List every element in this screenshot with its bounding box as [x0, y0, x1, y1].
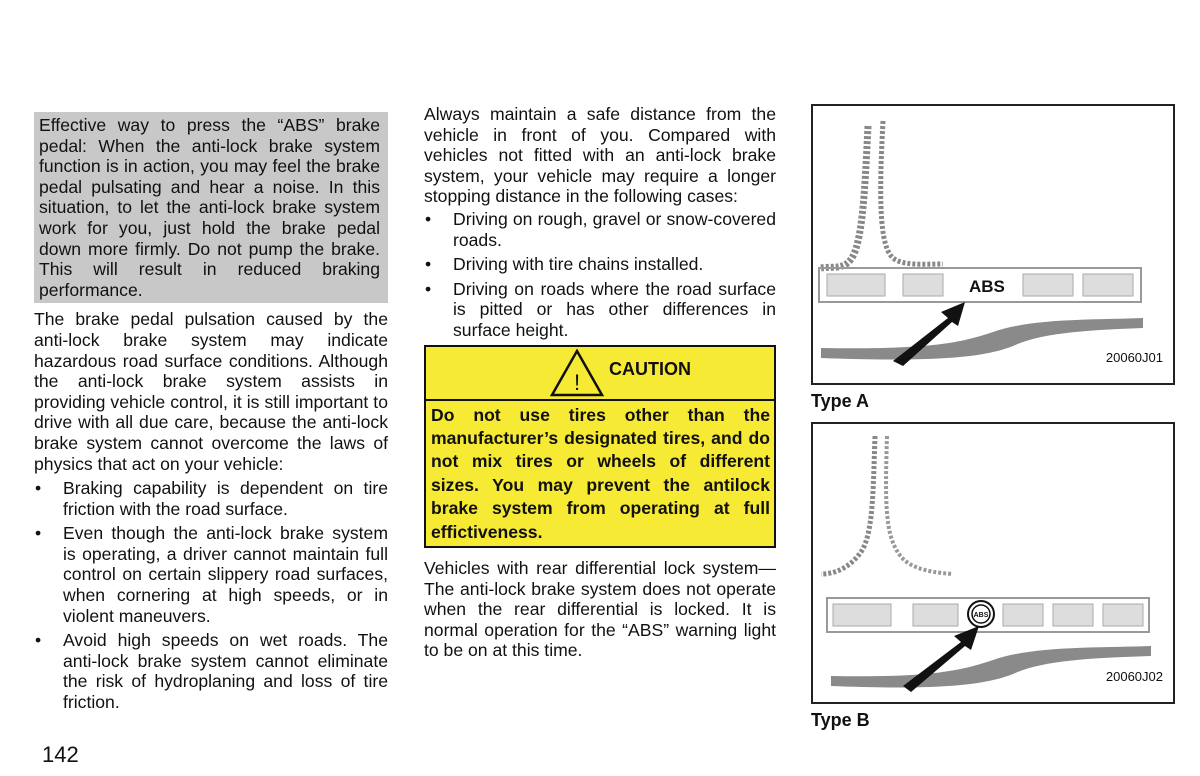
- right-column: [811, 104, 1163, 740]
- list-item-text: Driving on rough, gravel or snow-covered roads.: [453, 208, 776, 250]
- safe-distance-paragraph: Always maintain a safe distance from the vehicle in front of you. Compared with vehicles not fitted with an anti-lock brake system, your vehicle may require a longer stopping distance in the following cases:: [424, 104, 776, 207]
- caution-body: Do not use tires other than the manufacturer’s designated tires, and do not mix tires or wheels of different sizes. You may prevent the antilock brake system from operating at full effictiveness.: [431, 404, 770, 542]
- differential-lock-paragraph: Vehicles with rear differential lock system—The anti-lock brake system does not operate when the rear differential is locked. It is normal operation for the “ABS” warning light to be on at this time.: [424, 557, 776, 661]
- figure-type-b: [811, 422, 1175, 704]
- middle-bullet-list: [424, 209, 776, 341]
- figure-code: 20060J01: [1105, 350, 1163, 366]
- abs-pedal-note: [34, 112, 388, 303]
- bullet-icon: •: [425, 278, 432, 299]
- page-number: 142: [42, 742, 79, 767]
- figure-code: 20060J02: [1105, 669, 1163, 684]
- list-item: [34, 478, 388, 519]
- instrument-panel-illustration-b: [813, 424, 1173, 702]
- bullet-icon: •: [425, 208, 432, 229]
- caution-title: CAUTION: [609, 359, 691, 380]
- left-column: [34, 112, 388, 717]
- pulsation-paragraph: The brake pedal pulsation caused by the anti-lock brake system may indicate hazardous road surface conditions. Although the anti-lock brake system assists in providing vehicle control, it is still important to drive with all due care, because the anti-lock brake system cannot overcome the laws of physics that act on your vehicle:: [34, 309, 388, 474]
- list-item-text: Avoid high speeds on wet roads. The anti-lock brake system cannot eliminate the risk of hydroplaning and loss of tire friction.: [63, 630, 388, 713]
- figure-caption: Type B: [811, 709, 870, 730]
- list-item: [34, 523, 388, 626]
- figure-type-a: [811, 104, 1175, 385]
- list-item: [34, 630, 388, 712]
- abs-pedal-note-text: Effective way to press the “ABS” brake pedal: When the anti-lock brake system function is in action, you may feel the brake pedal pulsating and hear a noise. In this situation, to let the anti-lock brake system work for you, just hold the brake pedal down more firmly. Do not pump the brake. This will result in reduced braking performance.: [39, 115, 380, 300]
- bullet-icon: •: [35, 478, 42, 499]
- warning-symbol: !: [573, 369, 581, 395]
- abs-indicator-label: ABS: [969, 277, 1005, 296]
- left-bullet-list: [34, 478, 388, 713]
- bullet-icon: •: [35, 523, 42, 544]
- list-item-text: Driving on roads where the road surface is pitted or has other differences in surface height.: [453, 278, 776, 340]
- list-item: [424, 279, 776, 341]
- list-item: [424, 254, 776, 275]
- abs-indicator-label: ABS: [973, 611, 989, 619]
- list-item: [424, 209, 776, 250]
- warning-triangle-icon: [549, 348, 605, 398]
- bullet-icon: •: [425, 254, 432, 275]
- bullet-icon: •: [35, 630, 42, 651]
- figure-caption: Type A: [811, 391, 870, 411]
- instrument-panel-illustration-a: [813, 106, 1173, 383]
- caution-header: [426, 347, 774, 401]
- list-item-text: Driving with tire chains installed.: [453, 254, 704, 275]
- middle-column: [424, 104, 776, 661]
- list-item-text: Even though the anti-lock brake system is operating, a driver cannot maintain full control on certain slippery road surfaces, when cornering at high speeds, or in violent maneuvers.: [63, 523, 388, 626]
- caution-box: [424, 345, 776, 548]
- list-item-text: Braking capability is dependent on tire friction with the road surface.: [63, 478, 388, 519]
